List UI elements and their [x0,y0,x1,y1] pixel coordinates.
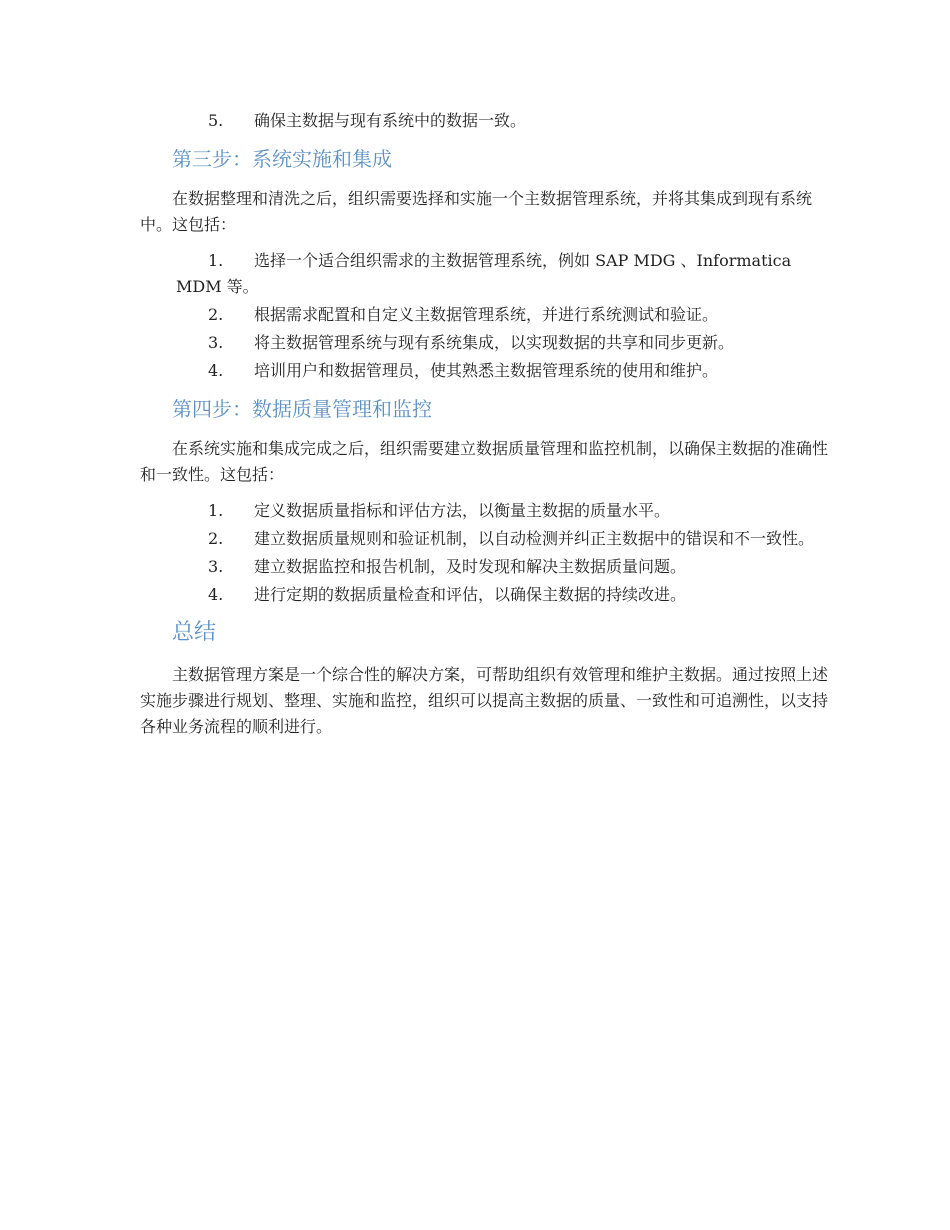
list-item [140,554,830,580]
list-item-text: 培训用户和数据管理员，使其熟悉主数据管理系统的使用和维护。 [254,361,719,380]
document-content [140,108,830,750]
summary-heading: 总结 [172,620,217,645]
list-item-text: 进行定期的数据质量检查和评估，以确保主数据的持续改进。 [254,585,687,604]
list-item [140,358,830,384]
list-item-text: 选择一个适合组织需求的主数据管理系统，例如 SAP MDG 、Informatica MDM 等。 [176,251,792,296]
section3-heading: 第三步：系统实施和集成 [172,147,392,171]
summary-text: 主数据管理方案是一个综合性的解决方案，可帮助组织有效管理和维护主数据。通过按照上述实施步骤进行规划、整理、实施和监控，组织可以提高主数据的质量、一致性和可追溯性，以支持各种业务流程的顺利进行。 [140,665,829,736]
list-item-number: 4. [208,361,224,380]
list-item [140,248,830,300]
list-item-number: 3. [208,333,224,352]
list-item-number: 2. [208,529,224,548]
section3-list [140,248,830,384]
list-item [140,526,830,552]
list-item-text: 建立数据质量规则和验证机制，以自动检测并纠正主数据中的错误和不一致性。 [254,529,815,548]
list-item-text: 建立数据监控和报告机制，及时发现和解决主数据质量问题。 [254,557,687,576]
section4-intro: 在系统实施和集成完成之后，组织需要建立数据质量管理和监控机制，以确保主数据的准确性和一致性。这包括： [140,439,829,484]
list-item-number: 1. [208,251,224,270]
list-item-number: 2. [208,305,224,324]
list-item-number: 4. [208,585,224,604]
list-item [140,582,830,608]
list-item-text: 将主数据管理系统与现有系统集成，以实现数据的共享和同步更新。 [254,333,735,352]
list-item-number: 3. [208,557,224,576]
list-item-text: 定义数据质量指标和评估方法，以衡量主数据的质量水平。 [254,501,671,520]
list-item-number: 1. [208,501,224,520]
list-item [140,108,830,134]
section4-list [140,498,830,608]
list-item [140,498,830,524]
list-item-number: 5. [208,111,224,130]
section3-intro: 在数据整理和清洗之后，组织需要选择和实施一个主数据管理系统，并将其集成到现有系统中。这包括： [140,189,813,234]
section2-list-tail [140,108,830,134]
list-item [140,302,830,328]
list-item-text: 确保主数据与现有系统中的数据一致。 [254,111,527,130]
list-item-text: 根据需求配置和自定义主数据管理系统，并进行系统测试和验证。 [254,305,719,324]
list-item [140,330,830,356]
section4-heading: 第四步：数据质量管理和监控 [172,397,432,421]
